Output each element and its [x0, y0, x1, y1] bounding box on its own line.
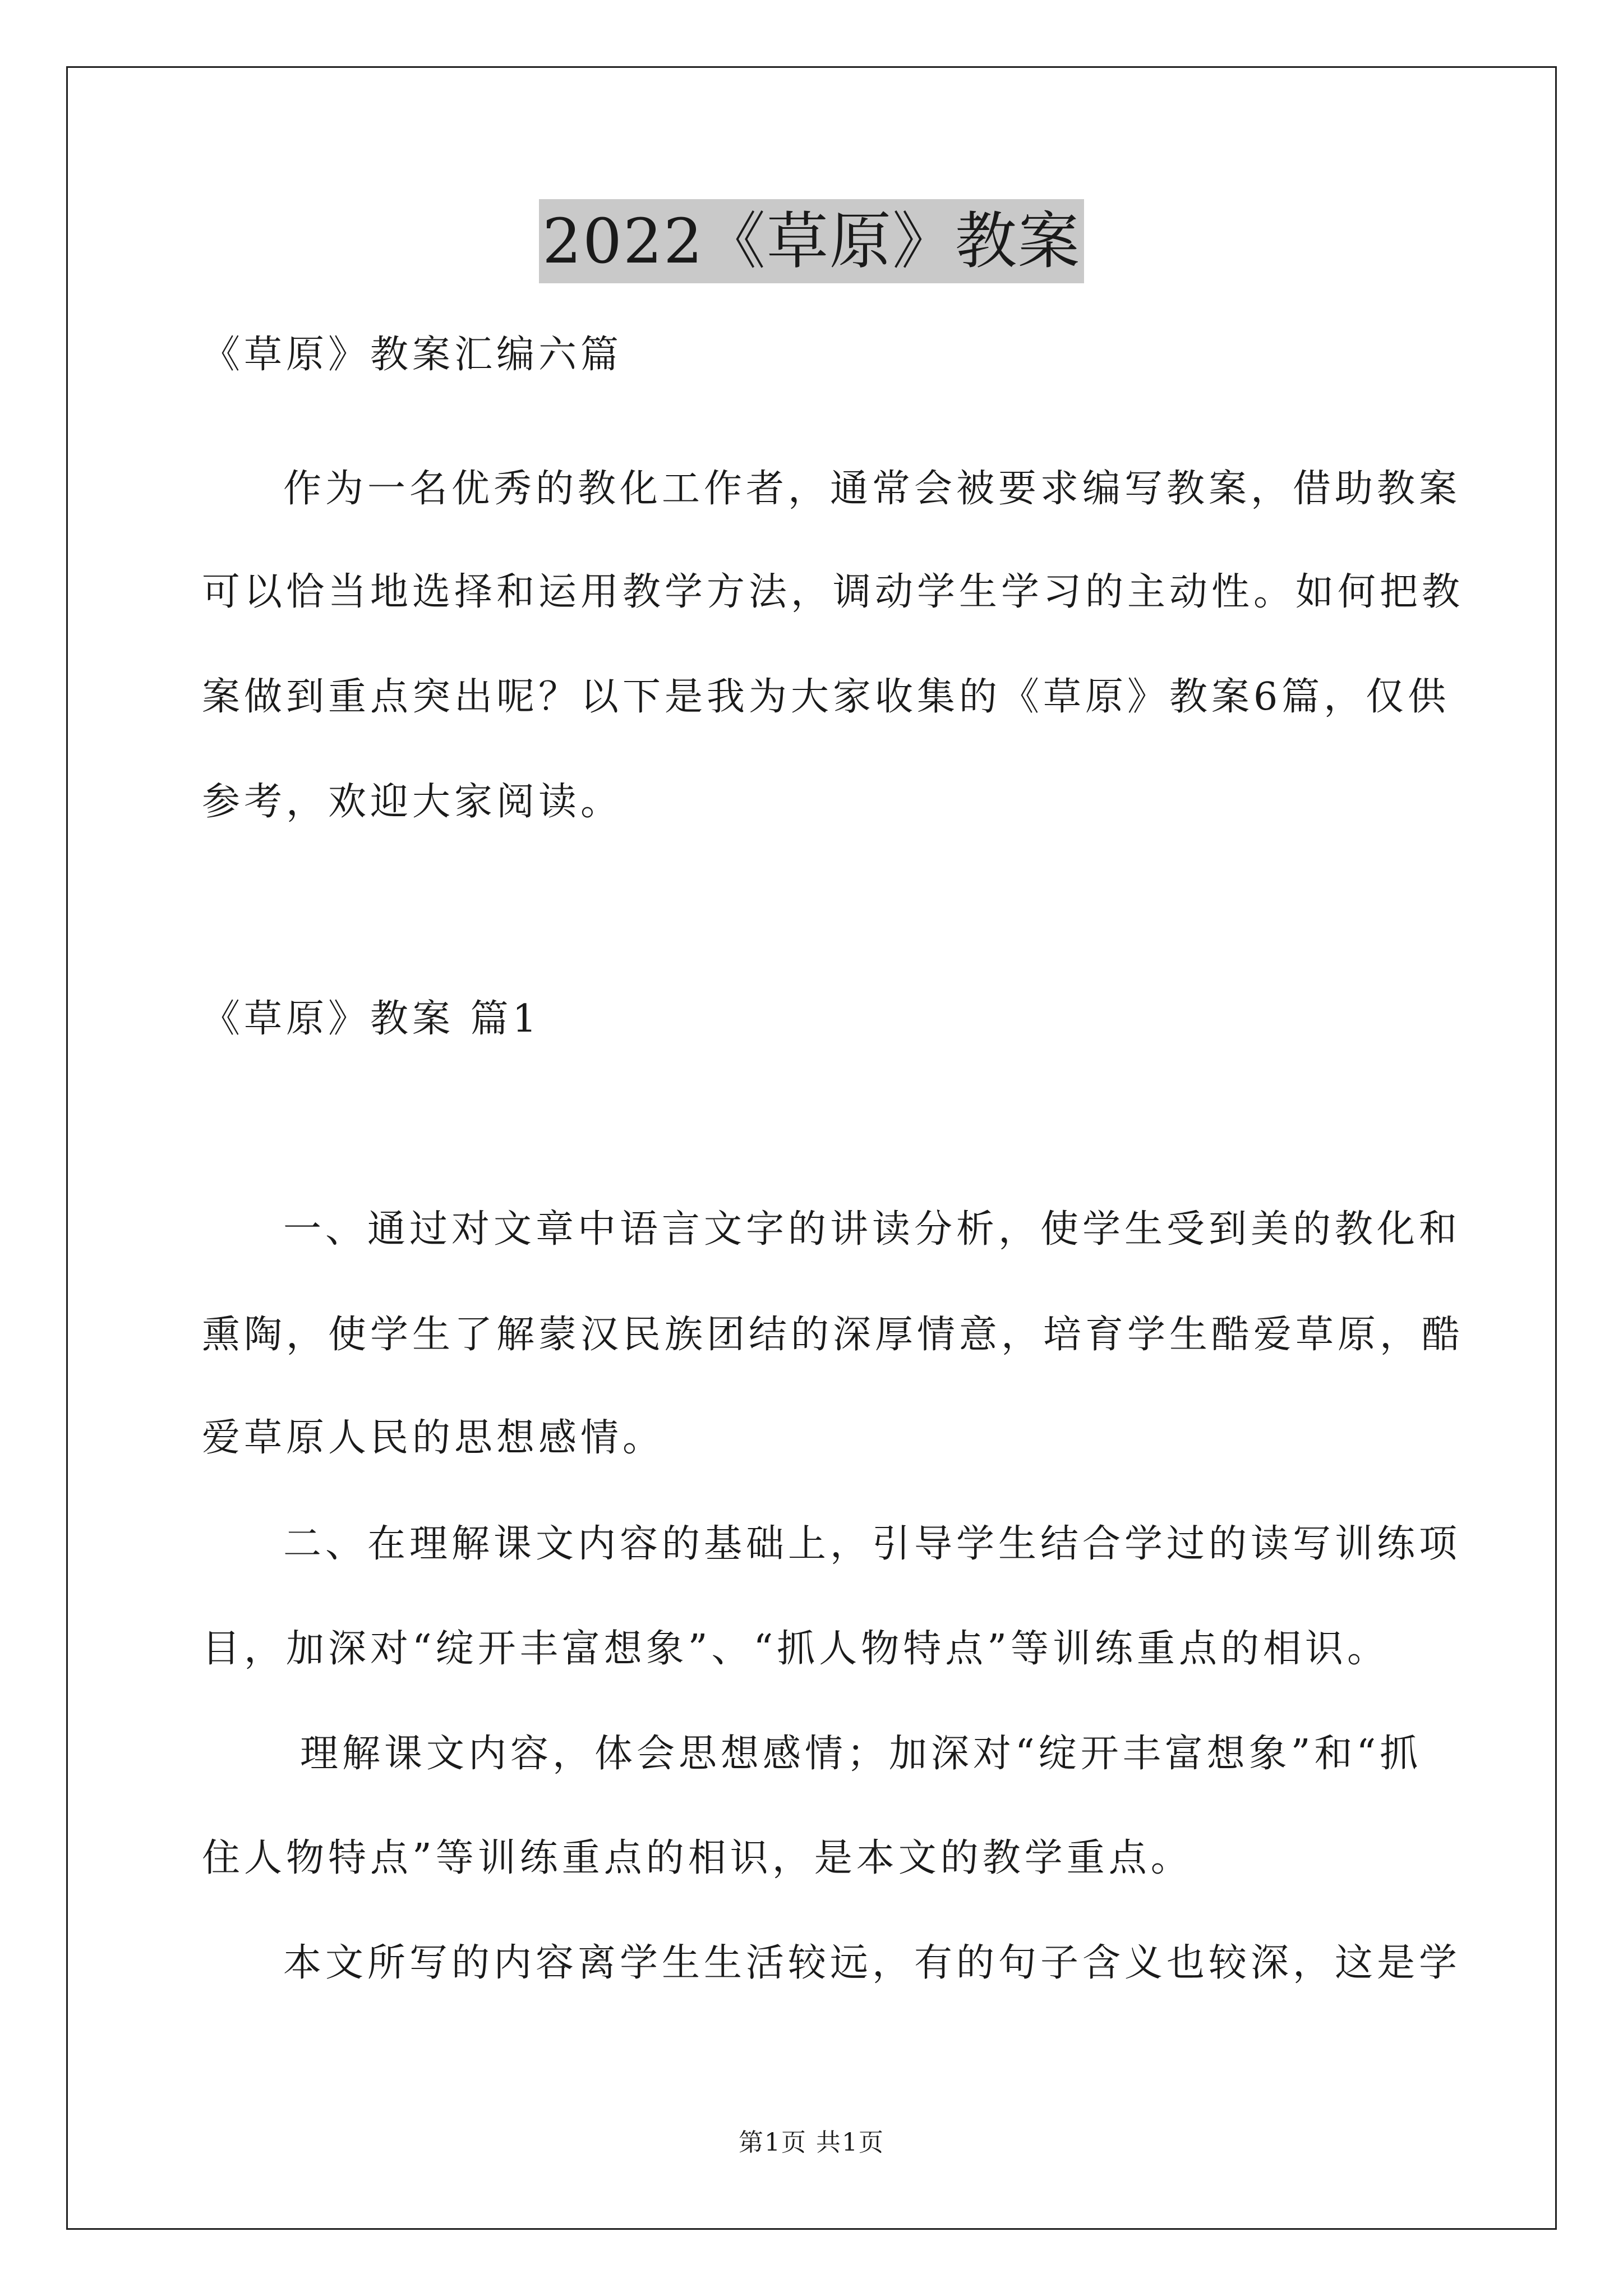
document-subtitle: 《草原》教案汇编六篇	[202, 333, 623, 377]
intro-line-3: 案做到重点突出呢？以下是我为大家收集的《草原》教案6篇，仅供	[202, 675, 1450, 719]
body-line-6: 理解课文内容，体会思想感情；加深对“绽开丰富想象”和“抓	[300, 1732, 1422, 1776]
body-line-2: 熏陶，使学生了解蒙汉民族团结的深厚情意，培育学生酷爱草原，酷	[202, 1313, 1464, 1357]
body-line-1: 一、通过对文章中语言文字的讲读分析，使学生受到美的教化和	[283, 1207, 1461, 1251]
title-container	[0, 199, 1623, 283]
section-heading: 《草原》教案 篇1	[202, 997, 541, 1041]
page-footer: 第1页 共1页	[739, 2128, 884, 2157]
intro-line-2: 可以恰当地选择和运用教学方法，调动学生学习的主动性。如何把教	[202, 570, 1464, 614]
body-line-8: 本文所写的内容离学生生活较远，有的句子含义也较深，这是学	[283, 1941, 1461, 1985]
body-line-3: 爱草原人民的思想感情。	[202, 1416, 665, 1460]
intro-line-4: 参考，欢迎大家阅读。	[202, 780, 623, 824]
body-line-7: 住人物特点”等训练重点的相识，是本文的教学重点。	[202, 1836, 1193, 1880]
body-line-5: 目，加深对“绽开丰富想象”、“抓人物特点”等训练重点的相识。	[202, 1627, 1390, 1671]
intro-line-1: 作为一名优秀的教化工作者，通常会被要求编写教案，借助教案	[283, 467, 1461, 511]
body-line-4: 二、在理解课文内容的基础上，引导学生结合学过的读写训练项	[283, 1522, 1461, 1566]
document-title: 2022《草原》教案	[539, 199, 1084, 283]
page-border	[66, 66, 1557, 2230]
